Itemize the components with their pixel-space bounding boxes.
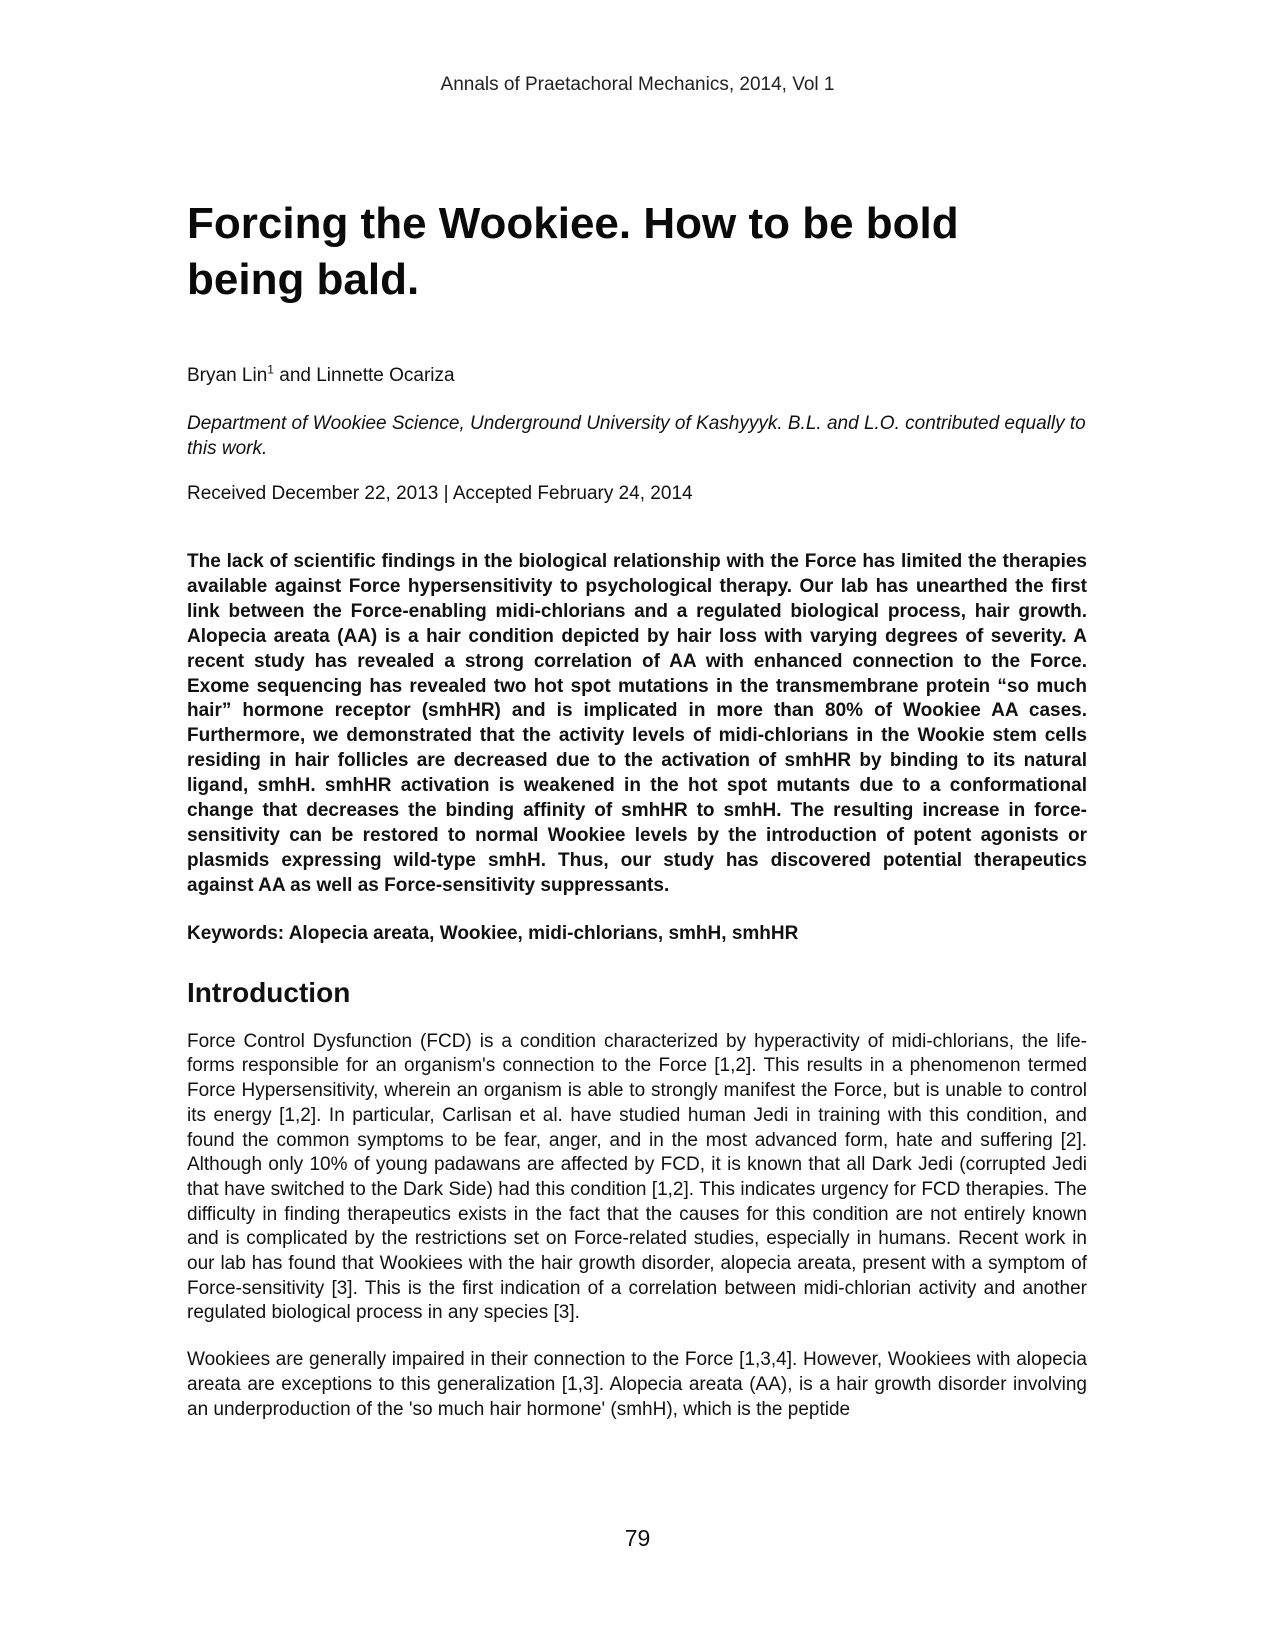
author-1: Bryan Lin (187, 365, 268, 386)
article-title: Forcing the Wookiee. How to be bold being bald. (187, 199, 959, 304)
page-number: 79 (624, 1525, 651, 1551)
received-dates: Received December 22, 2013 | Accepted February 24, 2014 (187, 483, 693, 504)
intro-paragraph-2: Wookiees are generally impaired in their connection to the Force [1,3,4]. However, Wookiees with alopecia areata are exceptions to this generalization [1,3]. Alopecia areata (AA), is a hair growth disorder involving an underproduction of the 'so much hair hormone' (smhH), which is the peptide (187, 1349, 1087, 1420)
author-rest: and Linnette Ocariza (273, 365, 455, 386)
intro-paragraph-1: Force Control Dysfunction (FCD) is a condition characterized by hyperactivity of midi-chlorians, the life-forms responsible for an organism's connection to the Force [1,2]. This results in a phenomenon termed Force Hypersensitivity, wherein an organism is able to strongly manifest the Force, but is unable to control its energy [1,2]. In particular, Carlisan et al. have studied human Jedi in training with this condition, and found the common symptoms to be fear, anger, and in the most advanced form, hate and suffering [2]. Although only 10% of young padawans are affected by FCD, it is known that all Dark Jedi (corrupted Jedi that have switched to the Dark Side) had this condition [1,2]. This indicates urgency for FCD therapies. The difficulty in finding therapeutics exists in the fact that the causes for this condition are not entirely known and is complicated by the restrictions set on Force-related studies, especially in humans. Recent work in our lab has found that Wookiees with the hair growth disorder, alopecia areata, present with a symptom of Force-sensitivity [3]. This is the first indication of a correlation between midi-chlorian activity and another regulated biological process in any species [3]. (187, 1030, 1087, 1324)
author-1-affiliation-mark: 1 (267, 362, 274, 377)
running-head: Annals of Praetachoral Mechanics, 2014, Vol 1 (440, 74, 835, 95)
section-heading-introduction: Introduction (187, 976, 351, 1008)
author-line (187, 363, 1087, 389)
abstract: The lack of scientific findings in the biological relationship with the Force has limited the therapies available against Force hypersensitivity to psychological therapy. Our lab has unearthed the first link between the Force-enabling midi-chlorians and a regulated biological process, hair growth. Alopecia areata (AA) is a hair condition depicted by hair loss with varying degrees of severity. A recent study has revealed a strong correlation of AA with enhanced connection to the Force. Exome sequencing has revealed two hot spot mutations in the transmembrane protein “so much hair” hormone receptor (smhHR) and is implicated in more than 80% of Wookiee AA cases. Furthermore, we demonstrated that the activity levels of midi-chlorians in the Wookie stem cells residing in hair follicles are decreased due to the activation of smhHR by binding to its natural ligand, smhH. smhHR activation is weakened in the hot spot mutants due to a conformational change that decreases the binding affinity of smhHR to smhH. The resulting increase in force-sensitivity can be restored to normal Wookiee levels by the introduction of potent agonists or plasmids expressing wild-type smhH. Thus, our study has discovered potential therapeutics against AA as well as Force-sensitivity suppressants. (187, 551, 1087, 896)
article-content (187, 196, 1087, 1444)
affiliation: Department of Wookiee Science, Underground University of Kashyyyk. B.L. and L.O. contributed equally to this work. (187, 413, 1086, 459)
keywords: Keywords: Alopecia areata, Wookiee, midi-chlorians, smhH, smhHR (187, 922, 799, 944)
